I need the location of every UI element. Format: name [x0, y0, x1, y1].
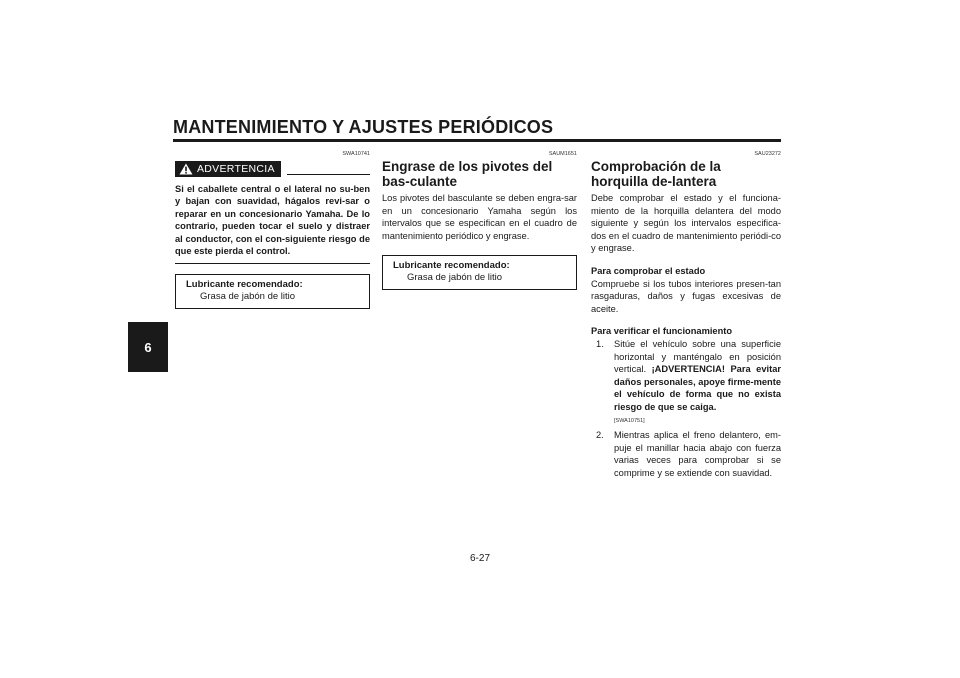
- step-text: [614, 338, 781, 429]
- step-instruction: Mientras aplica el freno delantero, em-puje el manillar hacia abajo con fuerza varias veces para comprobar si se comprime y se extiende con suavidad.: [614, 430, 781, 478]
- lubricant-value: Grasa de jabón de litio: [200, 291, 296, 303]
- page-title: MANTENIMIENTO Y AJUSTES PERIÓDICOS: [173, 117, 554, 137]
- warning-code: SWA10741: [342, 151, 370, 157]
- step-warning: ¡ADVERTENCIA! Para evitar daños personales, apoye firme-mente el vehículo de forma que no exista riesgo de que se caiga.: [614, 364, 781, 412]
- section-code: SAUM1651: [548, 151, 577, 157]
- step-instruction: Sitúe el vehículo sobre una superficie horizontal y manténgalo en posición vertical.: [614, 338, 781, 375]
- column-middle: [382, 150, 577, 290]
- lubricant-label: Lubricante recomendado:: [186, 279, 303, 291]
- warning-header: [175, 161, 370, 177]
- section-intro: Debe comprobar el estado y el funciona-miento de la horquilla delantera del modo siguiente y según los intervalos especifica-dos en el cuadro de mantenimiento periódi-co y engrase.: [591, 193, 781, 254]
- subheading-condition: Para comprobar el estado: [591, 265, 706, 276]
- chapter-tab: [128, 322, 168, 372]
- column-right: [591, 150, 781, 479]
- step-warning-code: [SWA10751]: [614, 417, 645, 424]
- chapter-number: 6: [144, 339, 152, 355]
- column-left: [175, 150, 370, 309]
- list-item: [591, 429, 781, 479]
- warning-badge-label: ADVERTENCIA: [197, 163, 275, 175]
- warning-text: Si el caballete central o el lateral no su-ben y bajan con suavidad, hágalos revi-sar o reparar en un concesionario Yamaha. De lo contrario, pueden tocar el suelo y distraer al conductor, con el con-siguiente riesgo de que este pierda el control.: [175, 184, 370, 257]
- lubricant-label: Lubricante recomendado:: [393, 260, 510, 272]
- section-text: Los pivotes del basculante se deben engra-sar en un concesionario Yamaha según los intervalos que se especifican en el cuadro de mantenimiento periódico y engrase.: [382, 193, 577, 241]
- list-item: [591, 338, 781, 429]
- lubricant-box: [175, 274, 370, 309]
- subheading-operation: Para verificar el funcionamiento: [591, 326, 733, 337]
- lubricant-value: Grasa de jabón de litio: [407, 272, 503, 284]
- section-title: Engrase de los pivotes del bas-culante: [382, 159, 553, 189]
- warning-triangle-icon: [179, 163, 193, 175]
- warning-header-rule: [287, 174, 370, 175]
- page-number: 6-27: [469, 553, 490, 564]
- lubricant-box: [382, 255, 577, 290]
- condition-text: Compruebe si los tubos interiores presen-tan rasgaduras, daños y fugas excesivas de aceite.: [591, 278, 781, 314]
- step-number: 1.: [596, 338, 604, 349]
- warning-badge: [175, 161, 281, 177]
- section-title: Comprobación de la horquilla de-lantera: [591, 159, 721, 189]
- warning-end-rule: [175, 263, 370, 264]
- header-rule: [173, 139, 781, 142]
- step-number: 2.: [596, 430, 604, 441]
- section-code: SAU23272: [754, 151, 781, 157]
